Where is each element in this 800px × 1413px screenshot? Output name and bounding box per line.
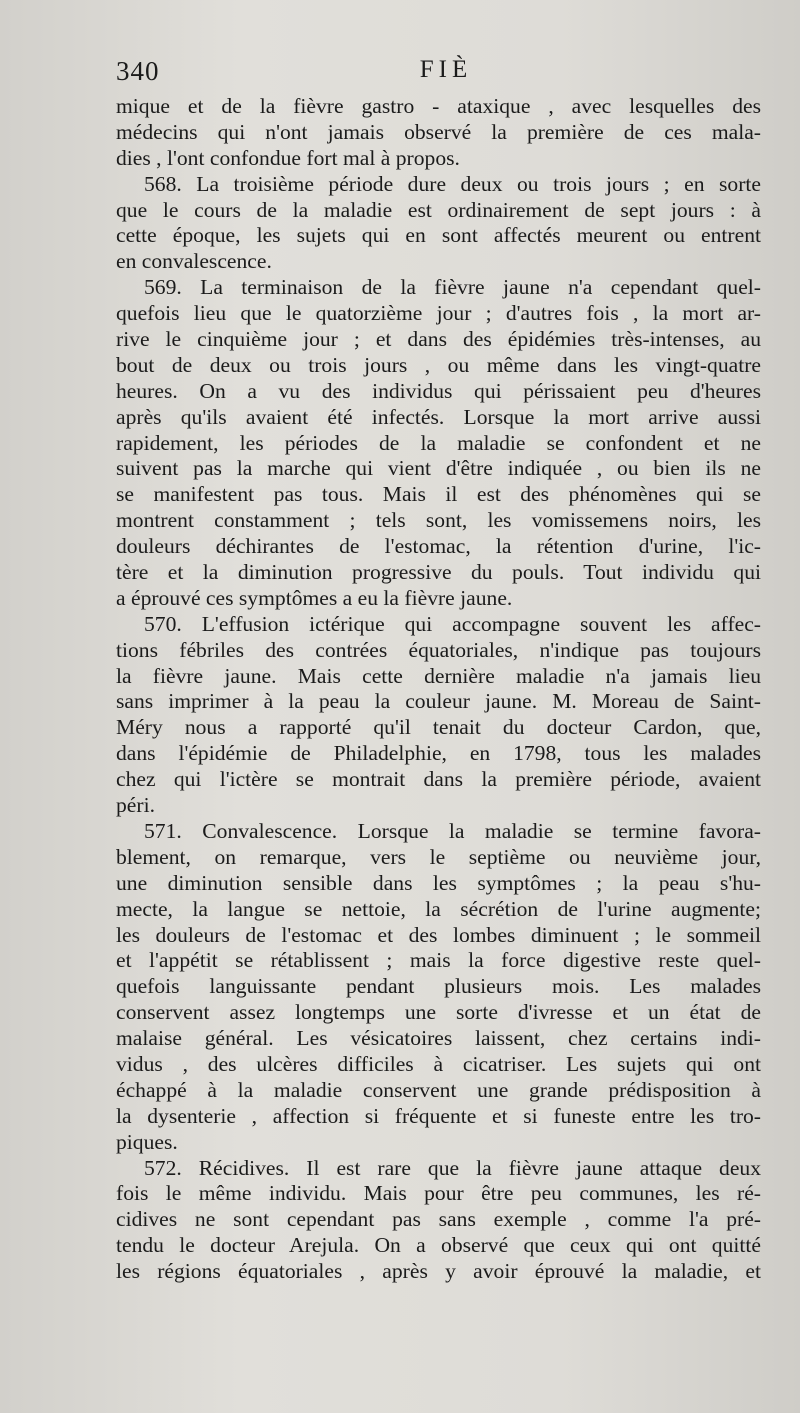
text-line: que le cours de la maladie est ordinairement de sept jours : à [116, 197, 761, 222]
text-line: montrent constamment ; tels sont, les vomissemens noirs, les [116, 508, 761, 533]
text-line: rapidement, les périodes de la maladie se confondent et ne [116, 430, 761, 455]
text-line: médecins qui n'ont jamais observé la première de ces mala- [116, 119, 761, 144]
text-line: 571. Convalescence. Lorsque la maladie se termine favora- [144, 818, 761, 843]
body-text [116, 94, 761, 1285]
text-line: les douleurs de l'estomac et des lombes diminuent ; le sommeil [116, 922, 761, 947]
text-line: 570. L'effusion ictérique qui accompagne souvent les affec- [144, 611, 761, 636]
text-line: Méry nous a rapporté qu'il tenait du docteur Cardon, que, [116, 715, 761, 740]
text-line: douleurs déchirantes de l'estomac, la rétention d'urine, l'ic- [116, 534, 761, 559]
text-line: vidus , des ulcères difficiles à cicatriser. Les sujets qui ont [116, 1051, 761, 1076]
text-line: les régions équatoriales , après y avoir éprouvé la maladie, et [116, 1259, 761, 1284]
text-line: quefois languissante pendant plusieurs mois. Les malades [116, 974, 761, 999]
text-line: mecte, la langue se nettoie, la sécrétion de l'urine augmente; [116, 896, 761, 921]
text-line: après qu'ils avaient été infectés. Lorsque la mort arrive aussi [116, 404, 761, 429]
text-line: suivent pas la marche qui vient d'être indiquée , ou bien ils ne [116, 456, 761, 481]
text-line: sans imprimer à la peau la couleur jaune. M. Moreau de Saint- [116, 689, 761, 714]
text-line: tendu le docteur Arejula. On a observé que ceux qui ont quitté [116, 1233, 761, 1258]
text-line: tère et la diminution progressive du pouls. Tout individu qui [116, 560, 761, 585]
text-line: malaise général. Les vésicatoires laissent, chez certains indi- [116, 1026, 761, 1051]
text-line: bout de deux ou trois jours , ou même dans les vingt-quatre [116, 352, 761, 377]
text-line: 569. La terminaison de la fièvre jaune n'a cependant quel- [144, 275, 761, 300]
text-line: conservent assez longtemps une sorte d'ivresse et un état de [116, 1000, 761, 1025]
text-line: dies , l'ont confondue fort mal à propos. [116, 145, 460, 170]
text-line: cidives ne sont cependant pas sans exemple , comme l'a pré- [116, 1207, 761, 1232]
text-line: et l'appétit se rétablissent ; mais la force digestive reste quel- [116, 948, 761, 973]
text-line: se manifestent pas tous. Mais il est des phénomènes qui se [116, 482, 761, 507]
text-line: 568. La troisième période dure deux ou trois jours ; en sorte [144, 171, 761, 196]
page-header [116, 56, 761, 86]
text-line: échappé à la maladie conservent une grande prédisposition à [116, 1077, 761, 1102]
text-line: en convalescence. [116, 249, 272, 274]
text-line: piques. [116, 1129, 178, 1154]
text-line: cette époque, les sujets qui en sont affectés meurent ou entrent [116, 223, 761, 248]
text-line: 572. Récidives. Il est rare que la fièvre jaune attaque deux [144, 1155, 761, 1180]
page-number: 340 [116, 56, 160, 86]
text-line: mique et de la fièvre gastro - ataxique , avec lesquelles des [116, 94, 761, 118]
text-line: chez qui l'ictère se montrait dans la première période, avaient [116, 767, 761, 792]
text-line: la dysenterie , affection si fréquente et si funeste entre les tro- [116, 1103, 761, 1128]
running-head: FIÈ [419, 56, 473, 83]
text-line: péri. [116, 793, 155, 818]
text-line: la fièvre jaune. Mais cette dernière maladie n'a jamais lieu [116, 663, 761, 688]
text-line: heures. On a vu des individus qui périssaient peu d'heures [116, 378, 761, 403]
text-line: a éprouvé ces symptômes a eu la fièvre jaune. [116, 585, 513, 610]
text-line: quefois lieu que le quatorzième jour ; d'autres fois , la mort ar- [116, 301, 761, 326]
text-line: une diminution sensible dans les symptômes ; la peau s'hu- [116, 870, 761, 895]
text-line: blement, on remarque, vers le septième ou neuvième jour, [116, 844, 761, 869]
text-line: rive le cinquième jour ; et dans des épidémies très-intenses, au [116, 327, 761, 352]
text-line: tions fébriles des contrées équatoriales, n'indique pas toujours [116, 637, 761, 662]
text-line: fois le même individu. Mais pour être peu communes, les ré- [116, 1181, 761, 1206]
text-line: dans l'épidémie de Philadelphie, en 1798, tous les malades [116, 741, 761, 766]
